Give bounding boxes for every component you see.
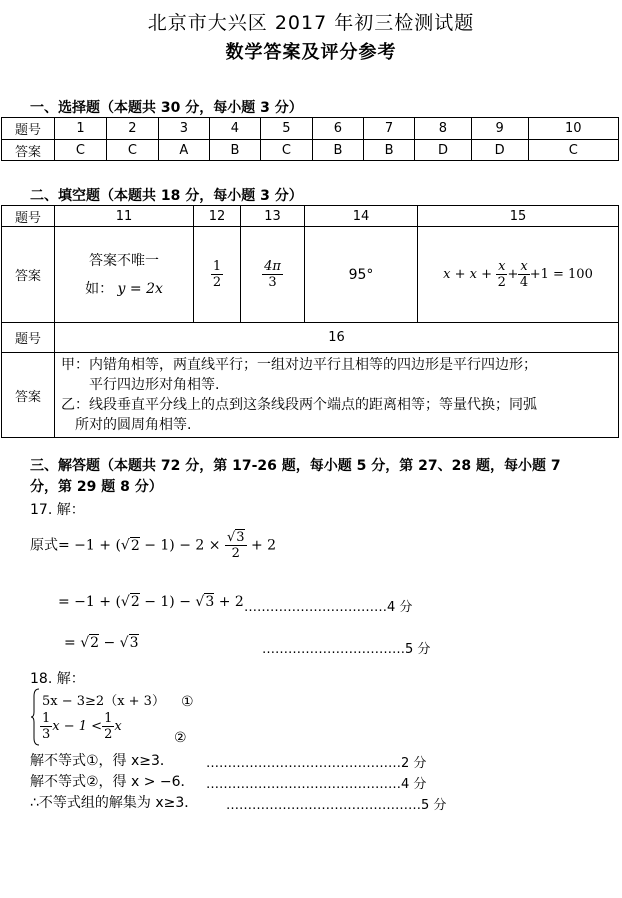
fraction: $\frac{1}{2}$	[212, 259, 222, 290]
question-number-13: 13	[241, 206, 305, 227]
fraction: $\frac{x}{2}$	[497, 259, 506, 290]
q17-step3-score: ……………………………5 分	[262, 642, 431, 657]
answer-11	[55, 227, 194, 323]
q18-step2: 解不等式②，得 x > −6．	[30, 774, 195, 790]
section1-heading: 一、选择题（本题共 30 分，每小题 3 分）	[30, 100, 303, 116]
question-number-6: 6	[312, 118, 363, 140]
question-number-12: 12	[194, 206, 241, 227]
document-subtitle: 数学答案及评分参考	[225, 42, 397, 63]
q18-step3-score: ………………………………………5 分	[226, 798, 447, 813]
question-number-1: 1	[55, 118, 107, 140]
answer-1: C	[55, 140, 107, 161]
row-label-answer: 答案	[2, 140, 55, 161]
question-number-9: 9	[471, 118, 528, 140]
answer-16-line: 所对的圆周角相等.	[75, 417, 192, 433]
answer-7: B	[363, 140, 414, 161]
answer-10: C	[528, 140, 618, 161]
table-row	[2, 353, 619, 438]
question-number-2: 2	[106, 118, 158, 140]
document-title: 北京市大兴区 2017 年初三检测试题	[147, 12, 475, 34]
table-row	[2, 140, 619, 161]
answer-11-example: 如： y = 2x	[85, 280, 163, 297]
answer-4: B	[209, 140, 260, 161]
q17-step2: = −1 + (√2 − 1) − √3 + 2	[58, 594, 244, 610]
row-label-question: 题号	[2, 206, 55, 227]
q18-step3: ∴不等式组的解集为 x≥3．	[30, 795, 199, 811]
answer-3: A	[158, 140, 209, 161]
answer-13	[241, 227, 305, 323]
question-number-10: 10	[528, 118, 618, 140]
q17-label: 17. 解：	[30, 502, 85, 518]
table-row	[2, 227, 619, 323]
answer-11-note: 答案不唯一	[89, 252, 159, 269]
question-number-5: 5	[260, 118, 312, 140]
circle-label-2: ②	[174, 730, 187, 746]
q17-step1: 原式= −1 + (√2 − 1) − 2 × $\frac{√3}{2}$ + 2	[30, 530, 277, 561]
question-number-16: 16	[55, 323, 619, 353]
answer-16-line: 平行四边形对角相等.	[89, 377, 220, 393]
circle-label-1: ①	[181, 694, 194, 710]
question-number-3: 3	[158, 118, 209, 140]
fraction: $\frac{4\pi}{3}$	[264, 259, 281, 290]
fraction: $\frac{1}{2}$	[104, 711, 113, 742]
table-row	[2, 206, 619, 227]
section3-heading: 三、解答题（本题共 72 分，第 17-26 题，每小题 5 分，第 27、28 题，每小题 7	[30, 458, 561, 474]
row-label-answer: 答案	[2, 353, 55, 438]
q17-step3: = √2 − √3	[64, 635, 139, 651]
table-row	[2, 323, 619, 353]
fraction: $\frac{√3}{2}$	[226, 530, 245, 561]
fraction: $\frac{x}{4}$	[519, 259, 529, 290]
q18-step2-score: ………………………………………4 分	[206, 777, 427, 792]
answer-6: B	[312, 140, 363, 161]
question-number-15: 15	[418, 206, 619, 227]
answer-2: C	[106, 140, 158, 161]
q18-inequality-2: $\frac{1}{3}$ x − 1 < $\frac{1}{2}$ x	[42, 711, 122, 742]
question-number-11: 11	[55, 206, 194, 227]
answer-16-line: 甲：内错角相等，两直线平行；一组对边平行且相等的四边形是平行四边形；	[61, 357, 537, 373]
answer-8: D	[415, 140, 472, 161]
left-brace-icon	[30, 688, 40, 746]
question-number-7: 7	[363, 118, 414, 140]
q18-inequality-1: 5x − 3≥2（x + 3）	[42, 694, 165, 709]
answer-14: 95°	[305, 227, 418, 323]
section2-heading: 二、填空题（本题共 18 分，每小题 3 分）	[30, 188, 303, 204]
answer-12	[194, 227, 241, 323]
q18-step1: 解不等式①，得 x≥3．	[30, 753, 174, 769]
question-number-8: 8	[415, 118, 472, 140]
fraction: $\frac{1}{3}$	[42, 711, 51, 742]
row-label-question: 题号	[2, 323, 55, 353]
row-label-question: 题号	[2, 118, 55, 140]
row-label-answer: 答案	[2, 227, 55, 323]
choice-answer-table	[1, 117, 619, 161]
answer-16	[55, 353, 619, 438]
answer-16-line: 乙：线段垂直平分线上的点到这条线段两个端点的距离相等；等量代换；同弧	[61, 397, 537, 413]
question-number-4: 4	[209, 118, 260, 140]
answer-9: D	[471, 140, 528, 161]
q18-label: 18. 解：	[30, 671, 85, 687]
section3-heading-cont: 分，第 29 题 8 分）	[30, 479, 163, 495]
question-number-14: 14	[305, 206, 418, 227]
table-row	[2, 118, 619, 140]
q18-step1-score: ………………………………………2 分	[206, 756, 427, 771]
fill-answer-table	[1, 205, 619, 438]
answer-5: C	[260, 140, 312, 161]
answer-15: x + x + $\frac{x}{2}$ + $\frac{x}{4}$ +1 = 100	[418, 227, 619, 323]
q17-step2-score: ……………………………4 分	[244, 600, 413, 615]
